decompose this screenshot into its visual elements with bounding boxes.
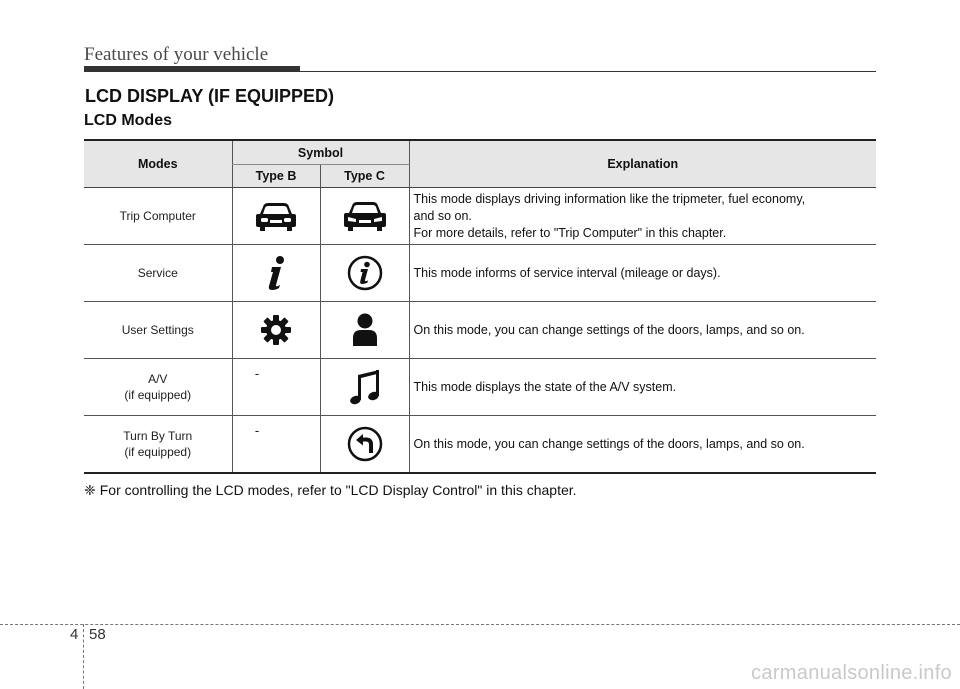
type-c-symbol [320, 302, 409, 359]
type-b-symbol [232, 302, 320, 359]
header-type-b: Type B [232, 165, 320, 188]
header-explanation: Explanation [409, 140, 876, 188]
car-front-icon [342, 199, 388, 233]
mode-sublabel: (if equipped) [124, 388, 192, 402]
no-symbol-dash: - [254, 423, 260, 438]
section-subtitle: LCD Modes [84, 112, 172, 129]
explanation-cell [409, 245, 876, 302]
watermark: carmanualsonline.info [751, 662, 952, 684]
type-c-symbol [320, 245, 409, 302]
type-b-symbol [232, 416, 320, 474]
type-b-symbol [232, 359, 320, 416]
chapter-number: 4 [70, 626, 79, 643]
mode-label: A/V [148, 372, 168, 386]
header-rule [84, 66, 300, 72]
page-number: 58 [89, 626, 106, 643]
explanation-cell [409, 302, 876, 359]
mode-cell [84, 416, 232, 474]
page-header-title: Features of your vehicle [84, 44, 269, 65]
person-icon [350, 312, 380, 348]
type-c-symbol [320, 188, 409, 245]
explanation-cell [409, 359, 876, 416]
footer-rule [0, 624, 960, 625]
table-row [84, 416, 876, 474]
mode-cell [84, 245, 232, 302]
footer-divider [83, 624, 84, 689]
section-title: LCD DISPLAY (IF EQUIPPED) [85, 86, 335, 106]
explanation-line: On this mode, you can change settings of the doors, lamps, and so on. [413, 322, 805, 337]
mode-sublabel: (if equipped) [124, 445, 192, 459]
gear-icon [260, 314, 292, 346]
explanation-cell [409, 188, 876, 245]
type-b-symbol [232, 245, 320, 302]
footnote [84, 482, 577, 499]
table-row [84, 359, 876, 416]
footnote-mark: ❈ [84, 482, 96, 498]
table-row [84, 302, 876, 359]
footnote-text: For controlling the LCD modes, refer to "LCD Display Control" in this chapter. [99, 482, 577, 498]
header-type-c: Type C [320, 165, 409, 188]
type-c-symbol [320, 359, 409, 416]
mode-label: Turn By Turn [123, 429, 193, 443]
explanation-line: This mode displays driving information like the tripmeter, fuel economy, [413, 191, 806, 206]
info-icon [261, 255, 291, 291]
explanation-line: For more details, refer to "Trip Computer" in this chapter. [413, 225, 727, 240]
info-circle-icon [347, 255, 383, 291]
mode-cell [84, 359, 232, 416]
mode-label: Service [137, 266, 178, 280]
mode-label: Trip Computer [119, 209, 196, 223]
table-row [84, 188, 876, 245]
type-b-symbol [232, 188, 320, 245]
type-c-symbol [320, 416, 409, 474]
header-rule-thin [300, 71, 876, 72]
header-symbol: Symbol [232, 140, 409, 165]
mode-label: User Settings [121, 323, 194, 337]
lcd-modes-table [84, 139, 876, 474]
explanation-line: This mode displays the state of the A/V system. [413, 379, 677, 394]
music-note-icon [348, 367, 382, 407]
table-row [84, 245, 876, 302]
explanation-line: This mode informs of service interval (mileage or days). [413, 265, 721, 280]
header-modes: Modes [84, 140, 232, 188]
mode-cell [84, 188, 232, 245]
explanation-cell [409, 416, 876, 474]
explanation-line: and so on. [413, 208, 472, 223]
mode-cell [84, 302, 232, 359]
no-symbol-dash: - [254, 366, 260, 381]
car-front-icon [254, 199, 298, 233]
turn-arrow-icon [347, 426, 383, 462]
explanation-line: On this mode, you can change settings of the doors, lamps, and so on. [413, 436, 805, 451]
